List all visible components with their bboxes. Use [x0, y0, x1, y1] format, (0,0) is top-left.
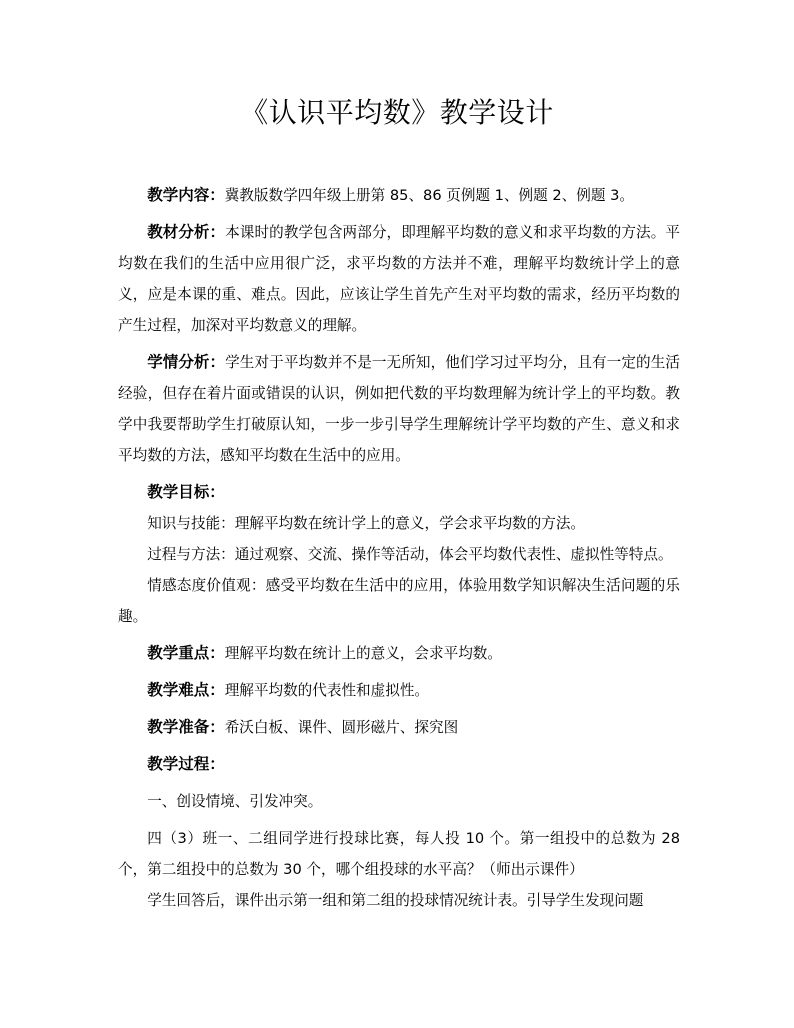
content-label: 教学内容： — [147, 186, 225, 204]
goals-label: 教学目标： — [147, 483, 225, 501]
difficulty-label: 教学难点： — [147, 681, 225, 699]
analysis-label: 教材分析： — [147, 223, 226, 241]
process-paragraph: 学生回答后，课件出示第一组和第二组的投球情况统计表。引导学生发现问题 — [147, 892, 644, 909]
difficulty-text: 理解平均数的代表性和虚拟性。 — [224, 682, 430, 699]
preparation-label: 教学准备： — [147, 718, 225, 736]
process-paragraph: 四（3）班一、二组同学进行投球比赛，每人投 10 个。第一组投中的总数为 28 个，第二组投中的总数为 30 个，哪个组投球的水平高？（师出示课件） — [118, 830, 680, 878]
difficulty-paragraph — [118, 675, 680, 706]
students-paragraph — [118, 347, 680, 471]
students-text: 学生对于平均数并不是一无所知，他们学习过平均分，且有一定的生活经验，但存在着片面或错误的认识，例如把代数的平均数理解为统计学上的平均数。教学中我要帮助学生打破原认知，一步一步引导学生理解统计学平均数的产生、意义和求平均数的方法，感知平均数在生活中的应用。 — [118, 354, 680, 464]
key-point-label: 教学重点： — [147, 644, 225, 662]
preparation-paragraph — [118, 712, 680, 743]
process-label: 教学过程： — [147, 755, 225, 773]
analysis-text: 本课时的教学包含两部分，即理解平均数的意义和求平均数的方法。平均数在我们的生活中应用很广泛，求平均数的方法并不难，理解平均数统计学上的意义，应是本课的重、难点。因此，应该让学生首先产生对平均数的需求，经历平均数的产生过程，加深对平均数意义的理解。 — [118, 224, 680, 334]
document-title: 《认识平均数》教学设计 — [240, 96, 554, 129]
goal-item: 情感态度价值观：感受平均数在生活中的应用，体验用数学知识解决生活问题的乐趣。 — [118, 577, 680, 625]
analysis-paragraph — [118, 217, 680, 341]
goals-heading — [118, 477, 680, 508]
document-body — [118, 180, 680, 916]
key-point-paragraph — [118, 638, 680, 669]
key-point-text: 理解平均数在统计上的意义，会求平均数。 — [224, 645, 502, 662]
process-heading — [118, 749, 680, 780]
goal-item: 知识与技能：理解平均数在统计学上的意义，学会求平均数的方法。 — [147, 515, 586, 532]
students-label: 学情分析： — [147, 353, 226, 371]
content-paragraph — [118, 180, 680, 211]
goal-item: 过程与方法：通过观察、交流、操作等活动，体会平均数代表性、虚拟性等特点。 — [147, 546, 673, 563]
section-one-heading: 一、创设情境、引发冲突。 — [147, 793, 323, 810]
preparation-text: 希沃白板、课件、圆形磁片、探究图 — [224, 719, 459, 736]
content-text: 冀教版数学四年级上册第 85、86 页例题 1、例题 2、例题 3。 — [224, 187, 634, 204]
